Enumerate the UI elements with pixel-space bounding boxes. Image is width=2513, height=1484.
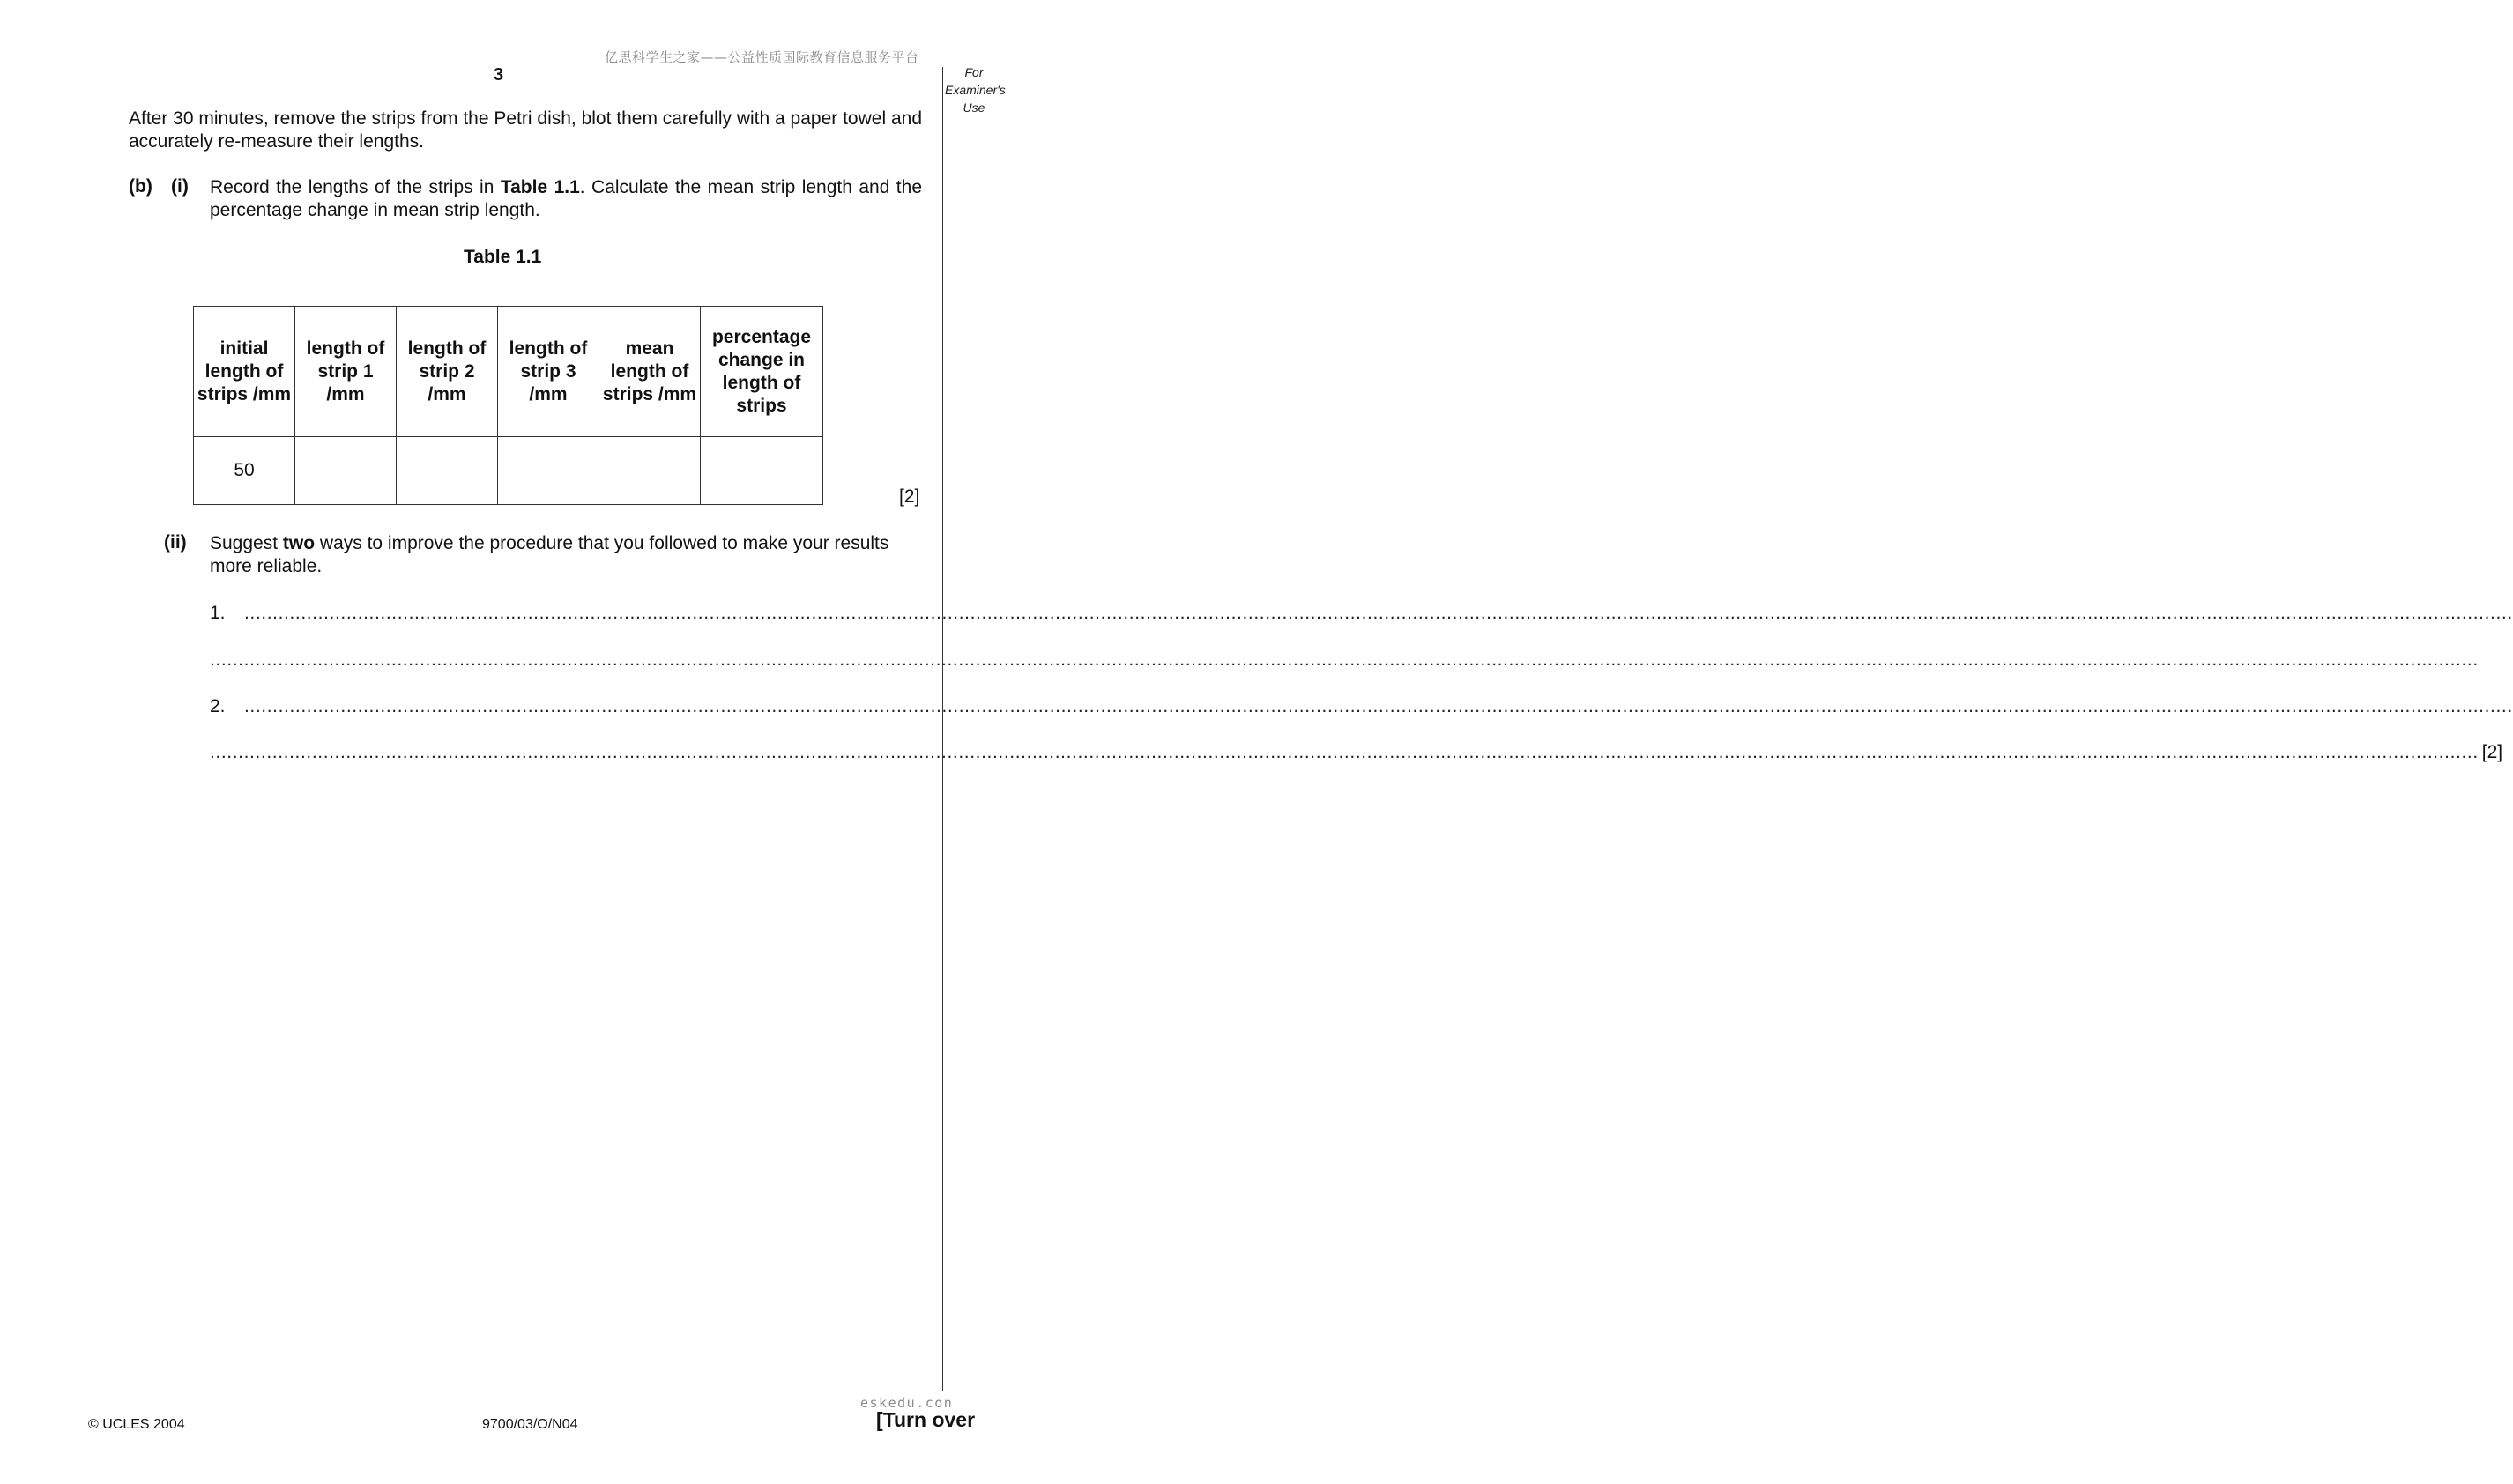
table-caption: Table 1.1 [464,247,542,267]
table-row [194,437,823,505]
page-number: 3 [494,65,504,85]
table-cell-initial-length: 50 [194,437,295,505]
examiner-use-note: For Examiner's Use [945,65,1006,115]
results-table [193,306,823,505]
table-cell-answer[interactable] [295,437,397,505]
table-cell-answer[interactable] [701,437,823,505]
answer-number: 1. [210,603,226,623]
part-i-label: (i) [171,176,189,197]
mark-allocation-i: [2] [899,486,920,507]
copyright-notice: © UCLES 2004 [88,1417,185,1432]
intro-paragraph: After 30 minutes, remove the strips from the Petri dish, blot them carefully with a paper towel and accurately re-measure their lengths. [129,108,922,152]
table-header-cell: length of strip 3 /mm [498,307,599,437]
table-header-cell: length of strip 1 /mm [295,307,397,437]
dotted-answer-line: ................................................................................................................................................................................................................................................................................................................................................................................................................ [244,603,2513,623]
examiner-margin-line [942,67,943,1391]
answer-line-1-continued[interactable] [210,649,2479,672]
paper-code: 9700/03/O/N04 [482,1417,578,1432]
part-i-instruction: Record the lengths of the strips in Table 1.1. Calculate the mean strip length and the percentage change in mean strip length. [210,177,922,220]
mark-allocation-ii: [2] [2481,742,2503,762]
answer-line-2-continued[interactable] [210,742,2503,765]
table-cell-answer[interactable] [599,437,701,505]
answer-line-2[interactable] [210,696,2513,719]
table-header-cell: initial length of strips /mm [194,307,295,437]
answer-number: 2. [210,696,226,716]
table-header-cell: length of strip 2 /mm [397,307,498,437]
dotted-answer-line: ................................................................................................................................................................................................................................................................................................................................................................................................................ [210,649,2479,670]
part-ii-label: (ii) [164,532,187,553]
table-header-cell: percentage change in length of strips [701,307,823,437]
dotted-answer-line: ................................................................................................................................................................................................................................................................................................................................................................................................................ [244,696,2513,716]
question-b-label: (b) [129,176,152,197]
table-cell-answer[interactable] [498,437,599,505]
table-header-cell: mean length of strips /mm [599,307,701,437]
table-cell-answer[interactable] [397,437,498,505]
turn-over-label: [Turn over [876,1408,976,1431]
dotted-answer-line: ................................................................................................................................................................................................................................................................................................................................................................................................................ [210,742,2479,762]
watermark-header: 亿思科学生之家——公益性质国际教育信息服务平台 [605,49,919,65]
part-ii-instruction: Suggest two ways to improve the procedure that you followed to make your results more reliable. [210,533,889,576]
watermark-footer: eskedu.con [860,1395,954,1411]
answer-line-1[interactable] [210,603,2513,626]
